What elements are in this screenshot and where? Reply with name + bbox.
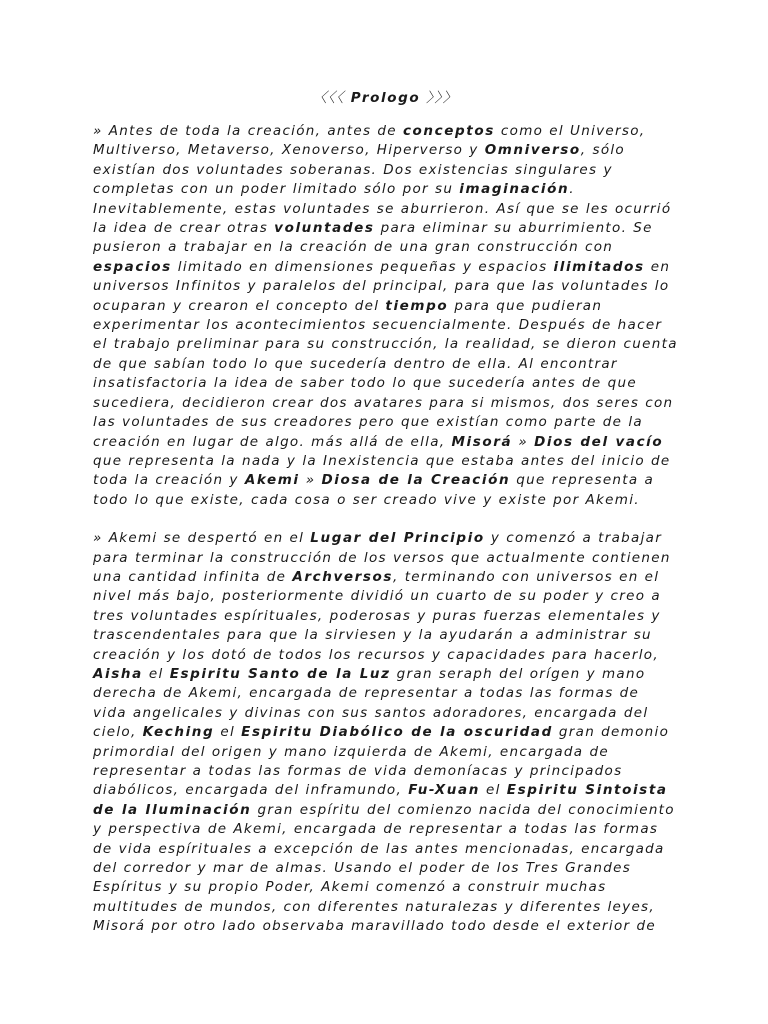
bold-term: Omniverso (484, 142, 581, 159)
paragraph-text: como el Universo, Multiverso, Metaverso, Xenoverso, Hiperverso y (93, 123, 646, 159)
document-title (93, 86, 678, 106)
bold-term: espacios (93, 258, 172, 275)
paragraph-text: gran seraph del orígen y mano derecha de Akemi, encargada de representar a todas las formas de vida angelicales y divinas con sus santos adoradores, encargada del cielo, (93, 665, 649, 741)
bold-term: Fu-Xuan (408, 782, 480, 799)
bold-term: Keching (142, 724, 215, 741)
document-page (93, 80, 678, 956)
bold-term: Espiritu Sintoista de la Iluminación (93, 782, 668, 818)
paragraph-text: . Inevitablemente, estas voluntades se aburrieron. Así que se les ocurrió la idea de crear otras (93, 181, 672, 237)
bold-term: ilimitados (553, 258, 645, 275)
title-open-mark: 〈〈〈 (313, 90, 351, 106)
paragraph-text: » (299, 472, 322, 489)
paragraph-text: para eliminar su aburrimiento. Se pusieron a trabajar en la creación de una gran construcción con (93, 220, 653, 256)
paragraph-text: , sólo existían dos voluntades soberanas. Dos existencias singulares y completas con un poder limitado sólo por su (93, 142, 625, 198)
document-body (93, 122, 678, 937)
paragraph-text: en universos Infinitos y paralelos del principal, para que las voluntades lo ocuparan y crearon el concepto del (93, 258, 671, 314)
paragraph-text: gran espíritu del comienzo nacida del conocimiento y perspectiva de Akemi, encargada de representar a todas las formas de vida espírituales a excepción de las antes mencionadas, encargada del corredor y mar de almas. Usando el poder de los Tres Grandes Espíritus y su propio Poder, Akemi comenzó a construir muchas multitudes de mundos, con diferentes naturalezas y diferentes leyes, Misorá por otro lado observaba maravillado todo desde el exterior de (93, 801, 675, 935)
bold-term: voluntades (274, 220, 375, 237)
bold-term: Misorá (451, 433, 513, 450)
bold-term: Dios del vacío (534, 433, 664, 450)
paragraph-text: » Antes de toda la creación, antes de (93, 123, 403, 139)
bold-term: conceptos (402, 123, 495, 139)
paragraph-text: para que pudieran experimentar los acontecimientos secuencialmente. Después de hacer el trabajo preliminar para su construcción, la realidad, se dieron cuenta de que sabían todo lo que sucedería dentro de ella. Al encontrar insatisfactoria la idea de saber todo lo que sucedería antes de que sucediera, decidieron crear dos avatares para si mismos, dos seres con las voluntades de sus creadores pero que existían como parte de la creación en lugar de algo. más allá de ella, (93, 297, 678, 450)
paragraph-text: que representa a todo lo que existe, cada cosa o ser creado vive y existe por Akemi. (93, 472, 655, 508)
bold-term: Espiritu Santo de la Luz (169, 665, 391, 682)
bold-term: Archversos (292, 568, 394, 585)
paragraph-text: el (214, 724, 242, 741)
bold-term: Espiritu Diabólico de la oscuridad (241, 724, 553, 741)
paragraph-text: el (479, 782, 507, 799)
bold-term: Aisha (93, 665, 143, 682)
paragraph-text: » (512, 433, 535, 450)
bold-term: imaginación (459, 181, 570, 198)
paragraph-text: el (142, 665, 170, 682)
paragraph (93, 529, 678, 937)
paragraph-text: limitado en dimensiones pequeñas y espacios (171, 258, 554, 275)
paragraph (93, 122, 678, 510)
paragraph-text: que representa la nada y la Inexistencia que estaba antes del inicio de toda la creación y (93, 452, 671, 489)
bold-term: Lugar del Principio (310, 530, 485, 547)
bold-term: Akemi (244, 472, 300, 489)
bold-term: tiempo (385, 297, 449, 314)
paragraph-text: y comenzó a trabajar para terminar la construcción de los versos que actualmente contienen una cantidad infinita de (93, 530, 671, 585)
title-close-mark: 〉〉〉 (420, 90, 458, 106)
paragraph-text: gran demonio primordial del origen y mano izquierda de Akemi, encargada de representar a todas las formas de vida demoníacas y principados diabólicos, encargada del inframundo, (93, 724, 670, 799)
title-text: Prologo (350, 90, 421, 106)
paragraph-text: , terminando con universos en el nivel más bajo, posteriormente dividió un cuarto de su poder y creo a tres voluntades espírituales, poderosas y puras fuerzas elementales y trascendentales para que la sirviesen y la ayudarán a administrar su creación y los dotó de todos los recursos y capacidades para hacerlo, (93, 568, 661, 663)
bold-term: Diosa de la Creación (321, 472, 511, 489)
paragraph-text: » Akemi se despertó en el (93, 530, 311, 547)
